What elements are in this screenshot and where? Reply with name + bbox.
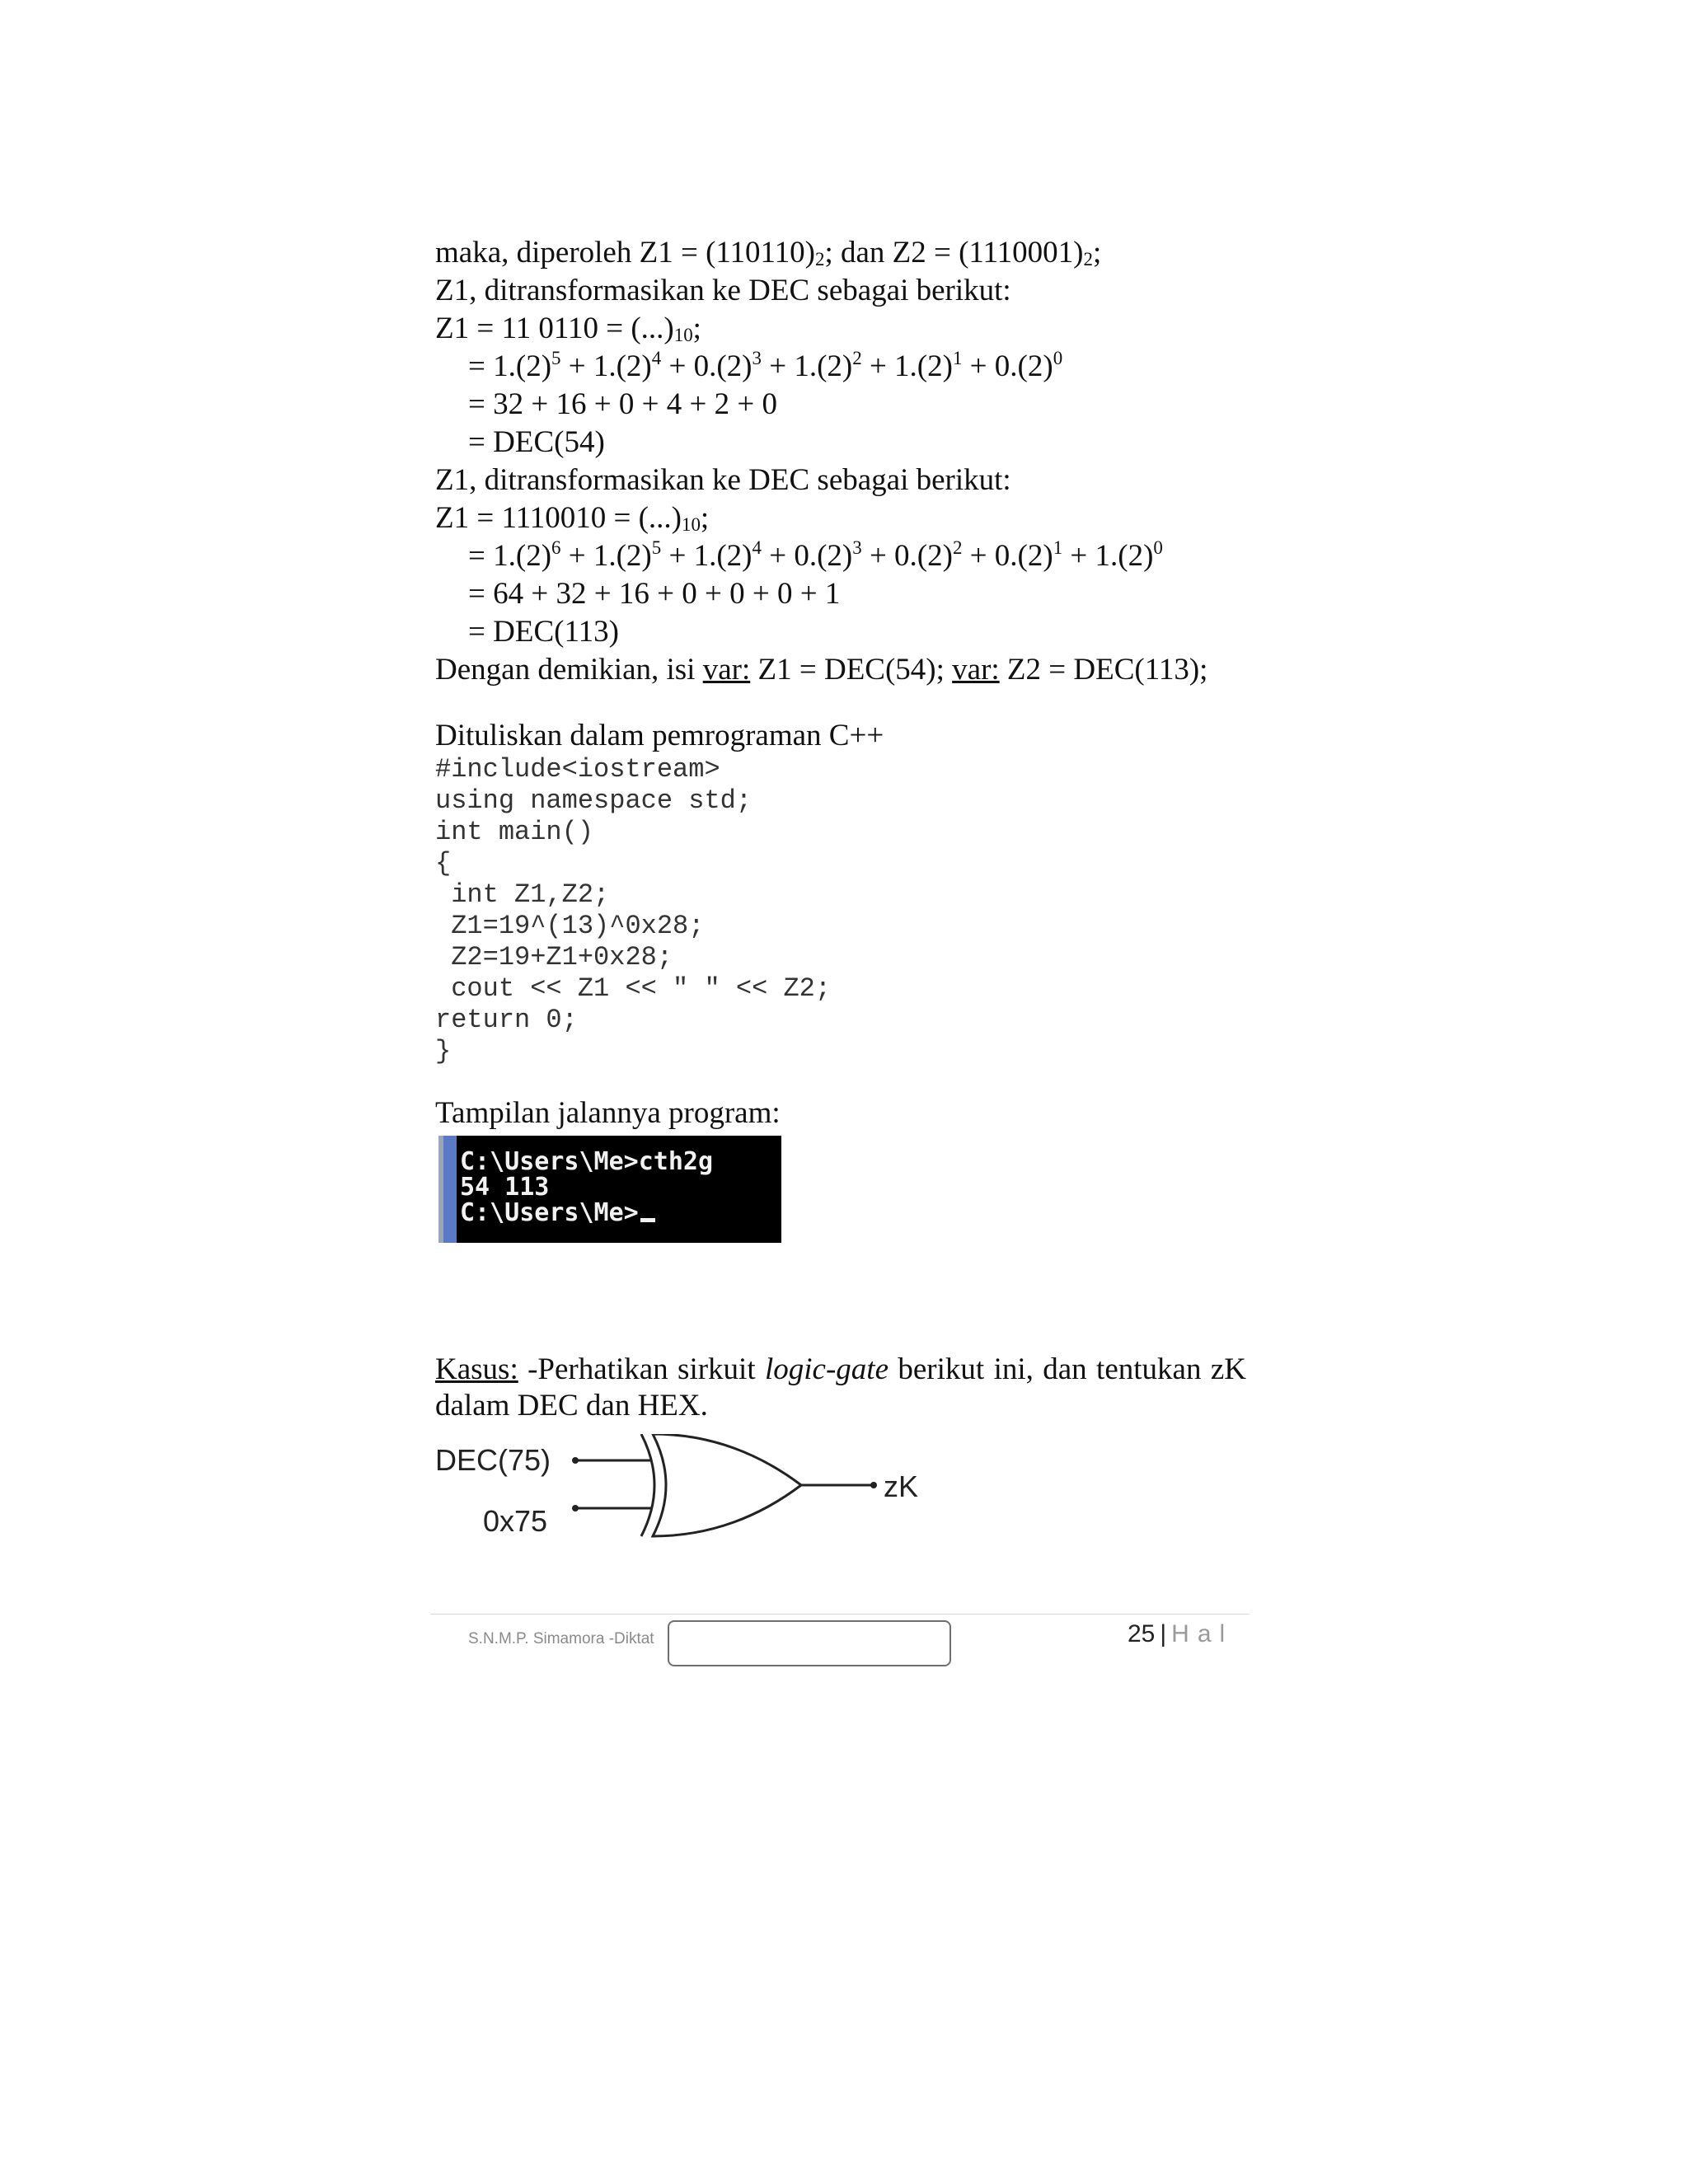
output-label: zK [884,1469,919,1503]
text-line-z1-expansion: = $1.(2)^5 + 1.(2)^4 + 0.(2)^3 + 1.(2)^2 + 1.(2)^1 + 0.(2)^0$ [468,347,1063,383]
footer-author: S.N.M.P. Simamora -Diktat [468,1630,654,1647]
text-line-z1-dec: = DEC(54) [468,425,605,459]
code-line: cout << Z1 << " " << Z2; [435,973,832,1004]
code-line: Z2=19+Z1+0x28; [435,942,673,972]
text-line-z1-binary: Z1 = 11 $0110 = (...)_{10}$; [435,312,701,346]
terminal-scroll-edge [443,1136,457,1243]
code-line: #include<iostream> [435,754,720,785]
code-line: return 0; [435,1005,578,1035]
terminal-cursor [640,1218,655,1222]
kasus-label: Kasus: [435,1352,518,1386]
text-line-z1-sum: = 32 + 16 + 0 + 4 + 2 + 0 [468,387,777,421]
code-heading: Dituliskan dalam pemrograman C++ [435,719,884,752]
code-line: int Z1,Z2; [435,879,610,910]
code-line: int main() [435,817,594,847]
text-line-result: maka, diperoleh $Z1 = (110110)_2$; dan $Z2 = (1110001)_2$; [435,236,1102,270]
input-label-2: 0x75 [483,1504,548,1538]
terminal-line: C:\Users\Me>cth2g [460,1147,714,1176]
terminal-line: 54 113 [460,1173,550,1202]
text-line-z2-expansion: = $1.(2)^6 + 1.(2)^5 + 1.(2)^4 + 0.(2)^3 + 0.(2)^2 + 0.(2)^1 + 1.(2)^0$ [468,537,1163,573]
run-heading: Tampilan jalannya program: [435,1096,781,1130]
footer-page-number: 25 | Hal [1128,1620,1234,1647]
input-label-1: DEC(75) [435,1443,551,1477]
text-line-transform-z1: Z1, ditransformasikan ke DEC sebagai berikut: [435,274,1011,307]
terminal-screenshot [438,1136,781,1243]
code-line: using namespace std; [435,785,753,816]
code-line: Z1=19^(13)^0x28; [435,911,705,941]
text-line-transform-z2: Z1, ditransformasikan ke DEC sebagai berikut: [435,463,1011,497]
output-terminal [870,1482,877,1488]
code-line: } [435,1036,452,1066]
text-line-z2-sum: = 64 + 32 + 16 + 0 + 0 + 0 + 1 [468,577,841,611]
kasus-paragraph: Kasus: -Perhatikan sirkuit logic-gate berikut ini, dan tentukan zK dalam DEC dan HEX. [435,1352,1246,1422]
xor-extra-curve [641,1434,654,1536]
xor-gate-circuit [429,1434,940,1549]
footer-textbox [668,1620,951,1666]
text-line-conclusion: Dengan demikian, isi var: Z1 = DEC(54); var: Z2 = DEC(113); [435,653,1208,687]
footer-divider [430,1614,1250,1615]
text-line-z2-dec: = DEC(113) [468,615,619,649]
text-line-z2-binary: $Z1 = 1110010 = (...)_{10}$; [435,501,710,536]
terminal-line: C:\Users\Me> [460,1200,655,1226]
code-line: { [435,848,452,879]
xor-gate-body [653,1434,801,1536]
